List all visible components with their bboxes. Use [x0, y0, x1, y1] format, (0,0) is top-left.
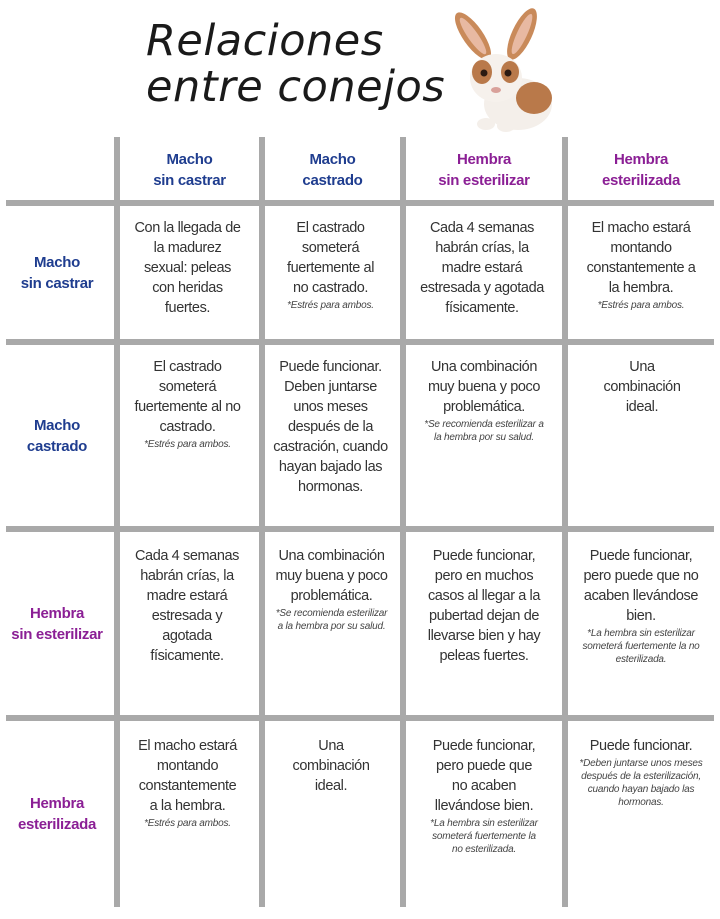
cell-text: El castrado someterá fuertemente al no castrado. — [286, 220, 375, 296]
header-line: sin castrar — [20, 274, 94, 292]
rabbit-icon — [430, 6, 560, 134]
cell-note: *Se recomienda esterilizar a la hembra por su salud. — [275, 608, 388, 632]
cell-text: El castrado someterá fuertemente al no castrado. — [134, 359, 241, 435]
header-line: Macho — [166, 151, 213, 168]
table-cell — [134, 357, 241, 451]
cell-text: Puede funcionar. Deben juntarse unos meses después de la castración, cuando hayan bajado las hormonas. — [273, 359, 388, 495]
cell-note: *Deben juntarse unos meses después de la esterilización, cuando hayan bajado las hormonas. — [579, 758, 703, 808]
row-header-hembra-sin-esterilizar — [0, 532, 114, 715]
cell-note: *Estrés para ambos. — [287, 300, 374, 311]
cell-text: Una combinación muy buena y poco problemática. — [275, 548, 388, 604]
table-cell — [134, 218, 241, 318]
header-line: sin esterilizar — [11, 625, 103, 643]
table-cell — [590, 357, 694, 417]
cell-text: El macho estará montando constantemente a la hembra. — [586, 220, 696, 296]
cell-text: Cada 4 semanas habrán crías, la madre estará estresada y agotada físicamente. — [420, 220, 544, 316]
column-header-macho-sin-castrar — [120, 140, 259, 200]
cell-note: *La hembra sin esterilizar someterá fuertemente la no esterilizada. — [430, 818, 538, 855]
cell-text: Una combinación ideal. — [603, 359, 681, 415]
header-line: esterilizada — [17, 816, 97, 833]
page-title — [146, 18, 445, 110]
cell-text: Puede funcionar. — [589, 738, 693, 754]
cell-text: Puede funcionar, pero en muchos casos al llegar a la pubertad dejan de llevarse bien y hay peleas fuertes. — [427, 548, 541, 664]
table-cell — [578, 736, 704, 809]
grid-line — [114, 137, 120, 907]
header-line: Macho — [309, 151, 356, 168]
cell-text: Con la llegada de la madurez sexual: peleas con heridas fuertes. — [134, 220, 241, 316]
grid-line — [259, 137, 265, 907]
grid-line — [400, 137, 406, 907]
header-line: sin castrar — [153, 172, 226, 189]
cell-note: *Estrés para ambos. — [144, 818, 231, 829]
table-cell — [582, 218, 700, 312]
header-line: Macho — [33, 253, 80, 271]
cell-note: *Estrés para ambos. — [144, 439, 231, 450]
table-cell — [424, 546, 544, 666]
cell-note: *Se recomienda esterilizar a la hembra por su salud. — [424, 419, 544, 443]
header-line: Hembra — [29, 604, 85, 622]
cell-text: Cada 4 semanas habrán crías, la madre estará estresada y agotada físicamente. — [134, 548, 240, 664]
cell-text: El macho estará montando constantemente a la hembra. — [138, 738, 237, 814]
table-cell — [134, 736, 241, 830]
header-line: Hembra — [29, 795, 85, 812]
table-cell — [580, 546, 702, 666]
column-header-macho-castrado — [265, 140, 400, 200]
cell-note: *Estrés para ambos. — [597, 300, 685, 311]
cell-text: Puede funcionar, pero puede que no acaben llevándose bien. — [432, 738, 536, 814]
header-line: castrado — [302, 172, 363, 189]
header-line: sin esterilizar — [438, 172, 530, 189]
table-cell — [132, 546, 242, 666]
row-header-macho-castrado — [0, 345, 114, 526]
row-header-macho-sin-castrar — [0, 206, 114, 339]
header-line: Hembra — [456, 151, 512, 168]
table-cell — [420, 357, 548, 444]
table-cell — [284, 736, 378, 796]
header-line: esterilizada — [601, 172, 681, 189]
table-cell — [428, 736, 540, 856]
cell-text: Una combinación muy buena y poco problemática. — [427, 359, 541, 415]
column-header-hembra-sin-esterilizar — [406, 140, 562, 200]
column-header-hembra-esterilizada — [568, 140, 714, 200]
title-line-1: Relaciones — [146, 16, 384, 66]
grid-line — [562, 137, 568, 907]
table-cell — [273, 546, 390, 633]
title-line-2: entre conejos — [146, 62, 446, 112]
table-cell — [414, 218, 550, 318]
table-cell — [279, 218, 382, 312]
table-cell — [273, 357, 388, 497]
header-line: Hembra — [613, 151, 669, 168]
row-header-hembra-esterilizada — [0, 721, 114, 907]
cell-text: Una combinación ideal. — [292, 738, 370, 794]
header-line: Macho — [33, 416, 80, 434]
header-line: castrado — [26, 437, 88, 455]
cell-note: *La hembra sin esterilizar someterá fuertemente la no esterilizada. — [582, 628, 700, 665]
cell-text: Puede funcionar, pero puede que no acaben llevándose bien. — [583, 548, 699, 624]
